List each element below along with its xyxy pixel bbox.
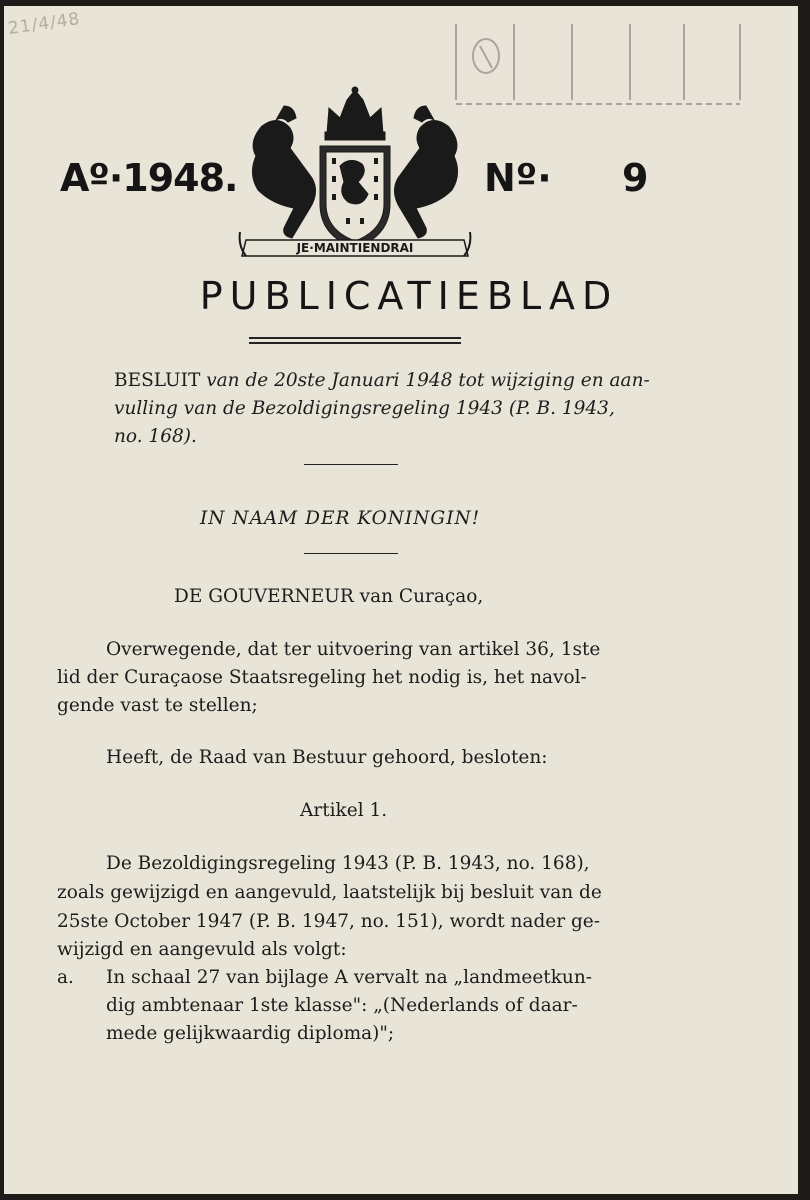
decree-line-2: vulling van de Bezoldigingsregeling 1943 (P. B. 1943,: [114, 398, 615, 419]
registration-stamp: [444, 20, 744, 112]
preamble-line: Overwegende, dat ter uitvoering van artikel 36, 1ste: [106, 639, 601, 660]
handwritten-note: 21/4/48: [6, 9, 82, 39]
coat-of-arms-icon: [232, 86, 478, 266]
page-title: PUBLICATIEBLAD: [199, 274, 619, 318]
item-line: mede gelijkwaardig diploma)";: [106, 1023, 395, 1044]
article-line: wijzigd en aangevuld als volgt:: [57, 939, 347, 960]
article-line: De Bezoldigingsregeling 1943 (P. B. 1943, no. 168),: [106, 853, 590, 874]
decree-lead: BESLUIT: [114, 370, 201, 391]
governor-title: DE GOUVERNEUR: [174, 586, 354, 607]
article-line: 25ste October 1947 (P. B. 1947, no. 151), wordt nader ge-: [57, 911, 601, 932]
item-line: dig ambtenaar 1ste klasse": „(Nederlands of daar-: [106, 995, 578, 1016]
resolution: Heeft, de Raad van Bestuur gehoord, besloten:: [106, 747, 548, 768]
item-line: In schaal 27 van bijlage A vervalt na „landmeetkun-: [106, 967, 593, 988]
decree-line1: van de 20ste Januari 1948 tot wijziging en aan-: [206, 370, 650, 391]
number-label: Nº·: [484, 156, 552, 200]
publication-year: Aº·1948.: [60, 156, 238, 200]
preamble-line: gende vast te stellen;: [57, 695, 258, 716]
invocation: IN NAAM DER KONINGIN!: [200, 508, 481, 529]
document-page: [4, 6, 798, 1194]
governor-place: van Curaçao,: [359, 586, 484, 607]
divider-rule-1: [304, 464, 398, 465]
publication-number: 9: [622, 156, 649, 200]
governor-line: [174, 586, 483, 607]
decree-line-3: no. 168).: [114, 426, 197, 447]
decree-line-1: [114, 370, 650, 391]
article-line: zoals gewijzigd en aangevuld, laatstelijk bij besluit van de: [57, 882, 602, 903]
preamble-line: lid der Curaçaose Staatsregeling het nodig is, het navol-: [57, 667, 587, 688]
divider-rule-2: [304, 553, 398, 554]
article-heading: Artikel 1.: [300, 800, 388, 821]
item-marker: a.: [57, 967, 74, 988]
crest-motto: JE·MAINTIENDRAI: [296, 241, 414, 255]
title-double-rule: [249, 337, 461, 344]
